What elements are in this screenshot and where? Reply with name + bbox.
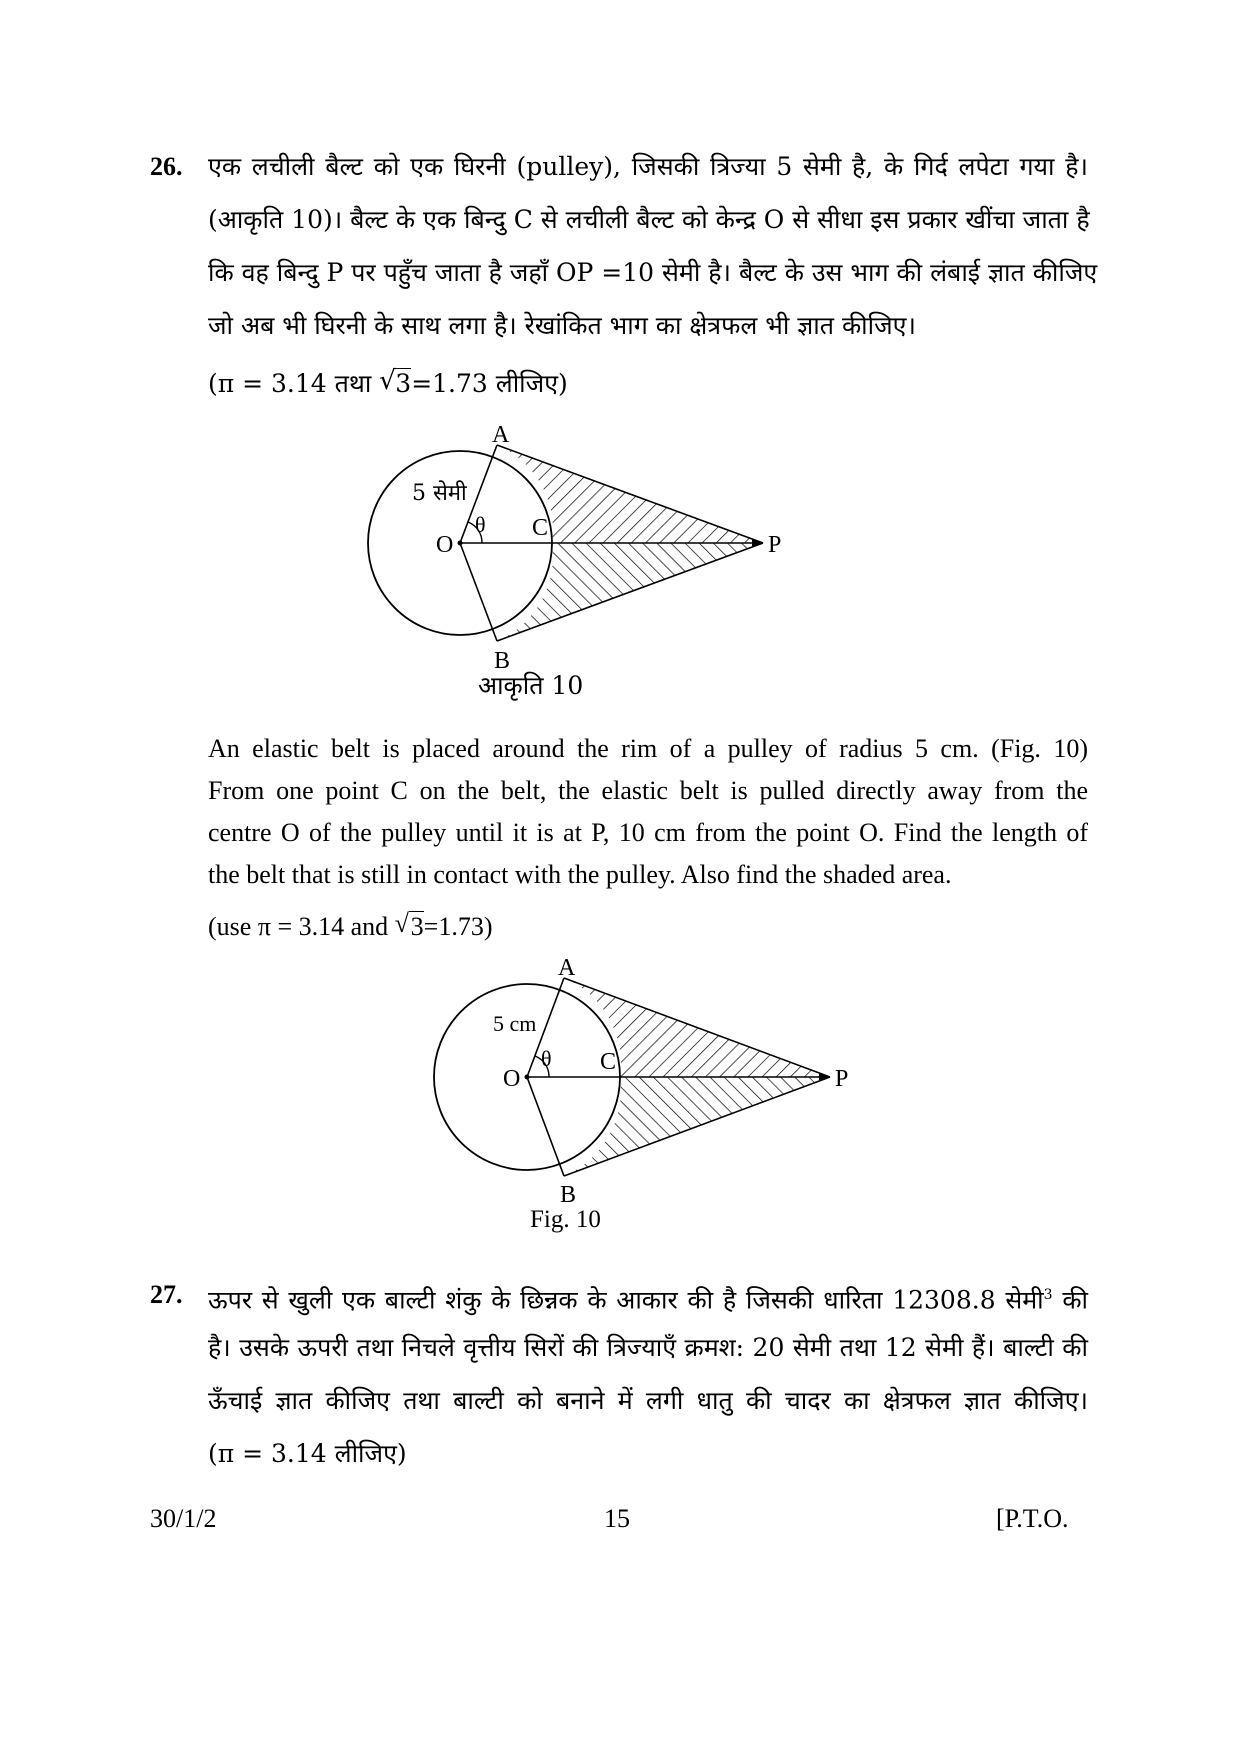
q27-line-1-sup: 3 (1043, 1287, 1053, 1303)
point-o-en (525, 1075, 530, 1080)
footer-page-number: 15 (604, 1504, 630, 1533)
label-b-hi: B (494, 648, 511, 674)
q26-english-line-3: centre O of the pulley until it is at P, 10 cm from the point O. Find the length of (208, 818, 1088, 847)
label-c-en: C (600, 1049, 617, 1075)
label-a-hi: A (492, 422, 510, 448)
label-o-hi: O (436, 532, 454, 558)
q26-english-line-1: An elastic belt is placed around the rim of a pulley of radius 5 cm. (Fig. 10) (208, 734, 1088, 763)
radius-label-en: 5 cm (493, 1011, 537, 1036)
q26-english-line-4: the belt that is still in contact with the pulley. Also find the shaded area. (208, 860, 952, 889)
q27-line-1-main: ऊपर से खुली एक बाल्टी शंकु के छिन्नक के आकार की है जिसकी धारिता 12308.8 सेमी (208, 1285, 1044, 1315)
angle-label-hi: θ (475, 512, 486, 537)
footer-code: 30/1/2 (150, 1504, 217, 1533)
q26-hindi-line-3: कि वह बिन्दु P पर पहुँच जाता है जहाँ OP =10 सेमी है। बैल्ट के उस भाग की लंबाई ज्ञात कीजिए (208, 258, 1098, 287)
label-p-hi: P (768, 532, 782, 558)
q27-line-1-end: की (1052, 1285, 1089, 1315)
label-b-en: B (560, 1182, 577, 1208)
label-a-en: A (558, 955, 576, 981)
q26-hindi-line-1: एक लचीली बैल्ट को एक घिरनी (pulley), जिसकी त्रिज्या 5 सेमी है, के गिर्द लपेटा गया है। (208, 152, 1088, 181)
footer-pto: [P.T.O. (996, 1504, 1069, 1533)
label-c-hi: C (532, 515, 549, 541)
q26-english-note-suffix: =1.73) (423, 912, 493, 941)
q26-english-line-2: From one point C on the belt, the elastic belt is pulled directly away from the (208, 776, 1088, 805)
q26-hindi-line-2: (आकृति 10)। बैल्ट के एक बिन्दु C से लचीली बैल्ट को केन्द्र O से सीधा इस प्रकार खींचा जाता है (208, 205, 1090, 234)
q27-line-3: ऊँचाई ज्ञात कीजिए तथा बाल्टी को बनाने में लगी धातु की चादर का क्षेत्रफल ज्ञात कीजिए। (208, 1386, 1088, 1415)
q26-hindi-note-suffix: =1.73 लीजिए) (411, 369, 568, 398)
q26-hindi-line-4: जो अब भी घिरनी के साथ लगा है। रेखांकित भाग का क्षेत्रफल भी ज्ञात कीजिए। (208, 311, 916, 340)
figure-10-hindi-caption: आकृति 10 (478, 671, 584, 700)
radius-label-hi: 5 सेमी (412, 481, 467, 506)
figure-10-english-caption: Fig. 10 (530, 1206, 601, 1233)
figure-en-drawing (434, 978, 830, 1176)
sqrt-3-hindi: √ 3 (379, 366, 412, 398)
q26-english-note-prefix: (use π = 3.14 and (208, 912, 395, 941)
question-27-number: 27. (150, 1280, 183, 1309)
q27-line-4: (π = 3.14 लीजिए) (208, 1439, 407, 1468)
label-p-en: P (835, 1066, 849, 1092)
sqrt-3-english: √ 3 (394, 909, 424, 941)
angle-label-en: θ (541, 1046, 552, 1071)
q27-line-1 (208, 1280, 1088, 1315)
label-o-en: O (503, 1066, 521, 1092)
question-26-number: 26. (150, 152, 183, 181)
radius-ob-en (527, 1077, 564, 1176)
q26-hindi-note-prefix: (π = 3.14 तथा (208, 369, 380, 398)
q27-line-2: है। उसके ऊपरी तथा निचले वृत्तीय सिरों की त्रिज्याएँ क्रमश: 20 सेमी तथा 12 सेमी हैं। बाल्टी की (208, 1333, 1088, 1362)
